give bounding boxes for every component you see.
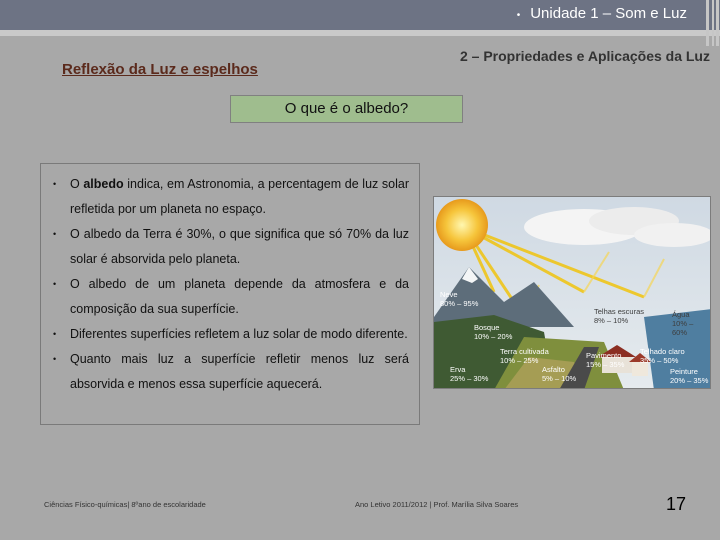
bullet-dot-icon: •	[53, 329, 57, 339]
label-light-roof: Telhado claro 35% – 50%	[640, 347, 685, 365]
label-paint: Peinture 20% – 35%	[670, 367, 709, 385]
bullet-dot-icon: •	[53, 354, 57, 364]
header-divider	[0, 30, 720, 36]
bullet-text: Diferentes superfícies refletem a luz solar de modo diferente.	[70, 327, 408, 341]
bullet-item	[53, 322, 409, 347]
label-grass: Erva 25% – 30%	[450, 365, 489, 383]
bullet-list	[53, 172, 409, 397]
label-farmland: Terra cultivada 10% – 25%	[500, 347, 549, 365]
bullet-item	[53, 272, 409, 322]
bullet-text: O albedo da Terra é 30%, o que significa que só 70% da luz solar é absorvida pelo planeta.	[70, 227, 409, 266]
bullet-text: Quanto mais luz a superfície refletir menos luz será absorvida e menos essa superfície aquecerá.	[70, 352, 409, 391]
albedo-illustration	[433, 196, 711, 389]
bullet-dot-icon: •	[53, 229, 57, 239]
label-snow: Neve 80% – 95%	[440, 290, 479, 308]
bullet-icon: •	[516, 10, 521, 21]
bullet-bold-term: albedo	[83, 177, 124, 191]
label-pavement: Pavimento 15% – 35%	[586, 351, 625, 369]
label-water: Água 10% – 60%	[672, 310, 694, 337]
bullet-text: O	[70, 177, 84, 191]
bullet-text-rest: indica, em Astronomia, a percentagem de luz solar refletida por um planeta no espaço.	[70, 177, 409, 216]
label-forest: Bosque 10% – 20%	[474, 323, 513, 341]
bullet-item	[53, 222, 409, 272]
decorative-bars	[704, 0, 720, 46]
bullet-dot-icon: •	[53, 179, 57, 189]
bullet-item	[53, 347, 409, 397]
bullet-text: O albedo de um planeta depende da atmosfera e da composição da sua superfície.	[70, 277, 409, 316]
page-number: 17	[666, 494, 687, 514]
bullet-list-box	[40, 163, 420, 425]
footer-author: Ano Letivo 2011/2012 | Prof. Marília Silva Soares	[355, 500, 519, 509]
unit-title	[517, 5, 687, 22]
bullet-item	[53, 172, 409, 222]
label-asphalt: Asfalto 5% – 10%	[542, 365, 577, 383]
question-heading: O que é o albedo?	[230, 95, 463, 123]
bullet-dot-icon: •	[53, 279, 57, 289]
unit-title-text: Unidade 1 – Som e Luz	[530, 5, 687, 22]
section-title: Reflexão da Luz e espelhos	[62, 61, 258, 78]
footer-course: Ciências Físico-químicas| 8ºano de escolaridade	[44, 500, 206, 509]
label-dark-roofs: Telhas escuras 8% – 10%	[594, 307, 645, 325]
chapter-title: 2 – Propriedades e Aplicações da Luz	[459, 48, 710, 64]
